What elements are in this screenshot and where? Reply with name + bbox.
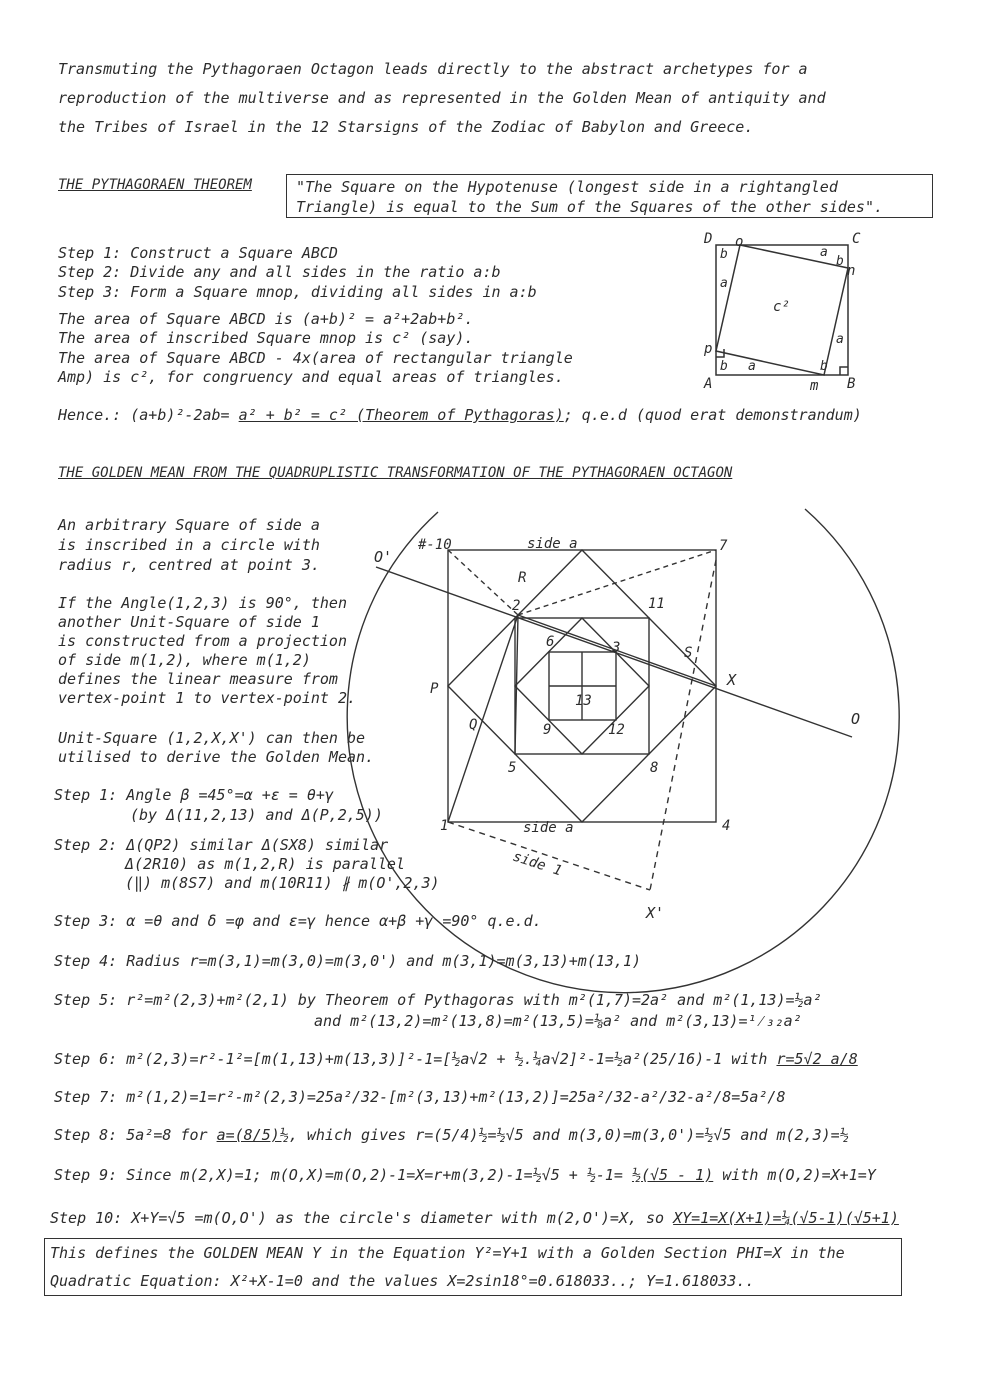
inner-diamond: [515, 618, 649, 754]
point-4: 4: [722, 818, 731, 834]
center-square: [549, 652, 616, 720]
golden-step6: [54, 1050, 858, 1068]
golden-step3: Step 3: α =θ and δ =φ and ε=γ hence α+β +γ =90° q.e.d.: [54, 912, 542, 930]
label-n: n: [847, 263, 856, 279]
point-O: O: [851, 710, 861, 728]
point-2: 2: [512, 598, 521, 614]
label-p: p: [704, 341, 713, 357]
side-1-dashed: [448, 822, 650, 890]
line-2-5: [515, 615, 518, 754]
middle-diamond: [448, 550, 716, 822]
golden-step7: Step 7: m²(1,2)=1=r²-m²(2,3)=25a²/32-[m²(3,13)+m²(13,2)]=25a²/32-a²/32-a²/8=5a²/8: [54, 1088, 786, 1106]
square-abcd: [716, 245, 848, 375]
golden-para3-line-2: utilised to derive the Golden Mean.: [58, 748, 375, 766]
label-side-a-top: side a: [527, 536, 578, 552]
golden-para1-line-3: radius r, centred at point 3.: [58, 556, 320, 574]
line-2-7-dashed: [518, 550, 716, 615]
golden-step2-line-2: Δ(2R10) as m(1,2,R) is parallel: [125, 855, 405, 873]
hence-suffix: ; q.e.d (quod erat demonstrandum): [563, 406, 862, 424]
label-side-1: side 1: [510, 848, 564, 880]
point-13: 13: [575, 693, 592, 709]
label-c-squared: c²: [773, 299, 790, 315]
conclusion-line-2: Quadratic Equation: X²+X-1=0 and the values X=2sin18°=0.618033..; Y=1.618033..: [50, 1272, 755, 1290]
point-3: 3: [612, 640, 621, 656]
point-Oprime: O': [374, 548, 393, 566]
hence-prefix: Hence.: (a+b)²-2ab=: [58, 406, 239, 424]
label-m: m: [810, 378, 819, 394]
golden-para1-line-1: An arbitrary Square of side a: [58, 516, 320, 534]
label-side-a-bottom: side a: [523, 820, 574, 836]
step9-suffix: with m(O,2)=X+1=Y: [713, 1166, 876, 1184]
golden-step5-line-1: Step 5: r²=m²(2,3)+m²(2,1) by Theorem of Pythagoras with m²(1,7)=2a² and m²(1,13)=½a²: [54, 991, 822, 1009]
theorem-area-4: Amp) is c², for congruency and equal areas of triangles.: [58, 368, 564, 386]
golden-para2-line-3: is constructed from a projection: [58, 632, 347, 650]
label-a-right: a: [836, 332, 844, 347]
point-S: S: [684, 645, 693, 661]
point-9: 9: [543, 722, 552, 738]
golden-para2-line-5: defines the linear measure from: [58, 670, 338, 688]
label-o: o: [735, 234, 744, 250]
theorem-hence: [58, 406, 862, 424]
label-a-top: a: [820, 245, 828, 260]
label-a-bottom: a: [748, 359, 756, 374]
diameter-O-Oprime: [376, 567, 852, 737]
point-7: 7: [719, 538, 728, 554]
step8-underlined: a=(8/5)½: [216, 1126, 289, 1144]
intro-line-1: Transmuting the Pythagoraen Octagon leads directly to the abstract archetypes for a: [58, 60, 808, 78]
golden-para2-line-1: If the Angle(1,2,3) is 90°, then: [58, 594, 347, 612]
golden-step10: [50, 1209, 899, 1227]
golden-para2-line-2: another Unit-Square of side 1: [58, 613, 320, 631]
intro-line-3: the Tribes of Israel in the 12 Starsigns of the Zodiac of Babylon and Greece.: [58, 118, 754, 136]
point-R: R: [518, 570, 527, 586]
theorem-step-1: Step 1: Construct a Square ABCD: [58, 244, 338, 262]
step6-prefix: Step 6: m²(2,3)=r²-1²=[m(1,13)+m(13,3)]²-1=[½a√2 + ½.¼a√2]²-1=½a²(25/16)-1 with: [54, 1050, 777, 1068]
line-10-2-dashed: [448, 550, 521, 615]
golden-step4: Step 4: Radius r=m(3,1)=m(3,0)=m(3,0') and m(3,1)=m(3,13)+m(13,1): [54, 952, 641, 970]
label-b-right: b: [836, 254, 844, 269]
point-5: 5: [508, 760, 517, 776]
right-angle-mark-b: [840, 367, 848, 375]
golden-step2-line-3: (‖) m(8S7) and m(10R11) ∦ m(O',2,3): [125, 874, 440, 892]
label-D: D: [704, 231, 713, 247]
theorem-step-3: Step 3: Form a Square mnop, dividing all sides in a:b: [58, 283, 537, 301]
step10-underlined: XY=1=X(X+1)=¼(√5-1)(√5+1): [673, 1209, 899, 1227]
label-b-bottom-right: b: [820, 359, 828, 374]
right-angle-mark-a: [716, 349, 724, 357]
label-b-bottom: b: [720, 359, 728, 374]
golden-para1-line-2: is inscribed in a circle with: [58, 536, 320, 554]
point-P: P: [430, 681, 439, 697]
step8-prefix: Step 8: 5a²=8 for: [54, 1126, 217, 1144]
line-2-X: [518, 615, 716, 686]
label-b-top: b: [720, 247, 728, 262]
hence-underlined: a² + b² = c² (Theorem of Pythagoras): [238, 406, 564, 424]
golden-step8: [54, 1126, 849, 1144]
point-1: 1: [440, 818, 449, 834]
golden-step5-line-2: and m²(13,2)=m²(13,8)=m²(13,5)=⅛a² and m²(3,13)=¹⁄₃₂a²: [314, 1012, 802, 1030]
label-A: A: [704, 376, 713, 392]
step8-suffix: , which gives r=(5/4)½=½√5 and m(3,0)=m(3,0')=½√5 and m(2,3)=½: [288, 1126, 849, 1144]
intro-line-2: reproduction of the multiverse and as represented in the Golden Mean of antiquity and: [58, 89, 826, 107]
point-11: 11: [648, 596, 665, 612]
golden-step1-line-1: Step 1: Angle β =45°=α +ε = θ+γ: [54, 786, 334, 804]
golden-para2-line-4: of side m(1,2), where m(1,2): [58, 651, 311, 669]
step10-prefix: Step 10: X+Y=√5 =m(O,O') as the circle's diameter with m(2,O')=X, so: [50, 1209, 674, 1227]
golden-heading: THE GOLDEN MEAN FROM THE QUADRUPLISTIC TRANSFORMATION OF THE PYTHAGORAEN OCTAGON: [58, 465, 733, 481]
label-C: C: [852, 231, 861, 247]
point-12: 12: [608, 722, 625, 738]
point-X: X: [727, 671, 737, 689]
theorem-step-2: Step 2: Divide any and all sides in the ratio a:b: [58, 263, 501, 281]
step6-underlined: r=5√2 a/8: [776, 1050, 858, 1068]
line-7-Xprime-dashed: [650, 560, 716, 890]
golden-para3-line-1: Unit-Square (1,2,X,X') can then be: [58, 729, 366, 747]
theorem-area-2: The area of inscribed Square mnop is c² (say).: [58, 329, 474, 347]
conclusion-line-1: This defines the GOLDEN MEAN Y in the Equation Y²=Y+1 with a Golden Section PHI=X in the: [50, 1244, 845, 1262]
golden-step2-line-1: Step 2: Δ(QP2) similar Δ(SX8) similar: [54, 836, 389, 854]
theorem-area-3: The area of Square ABCD - 4x(area of rectangular triangle: [58, 349, 573, 367]
point-6: 6: [546, 634, 555, 650]
theorem-quote-line-1: "The Square on the Hypotenuse (longest side in a rightangled: [296, 178, 838, 196]
step9-underlined: ½(√5 - 1): [631, 1166, 714, 1184]
line-1-2: [448, 615, 518, 822]
point-Q: Q: [469, 717, 478, 733]
outer-square: [448, 550, 716, 822]
theorem-area-1: The area of Square ABCD is (a+b)² = a²+2ab+b².: [58, 310, 474, 328]
inner-square: [515, 618, 649, 754]
golden-para2-line-6: vertex-point 1 to vertex-point 2.: [58, 689, 357, 707]
golden-step1-line-2: (by Δ(11,2,13) and Δ(P,2,5)): [130, 806, 383, 824]
label-a-left: a: [720, 276, 728, 291]
square-mnop: [716, 245, 848, 375]
step9-prefix: Step 9: Since m(2,X)=1; m(O,X)=m(O,2)-1=X=r+m(3,2)-1=½√5 + ½-1=: [54, 1166, 632, 1184]
golden-step9: [54, 1166, 876, 1184]
point-10: #-10: [418, 537, 452, 553]
theorem-quote-line-2: Triangle) is equal to the Sum of the Squares of the other sides".: [296, 198, 883, 216]
point-Xprime: X': [646, 904, 665, 922]
theorem-heading: THE PYTHAGORAEN THEOREM: [58, 177, 252, 193]
label-B: B: [847, 376, 856, 392]
point-8: 8: [650, 760, 659, 776]
